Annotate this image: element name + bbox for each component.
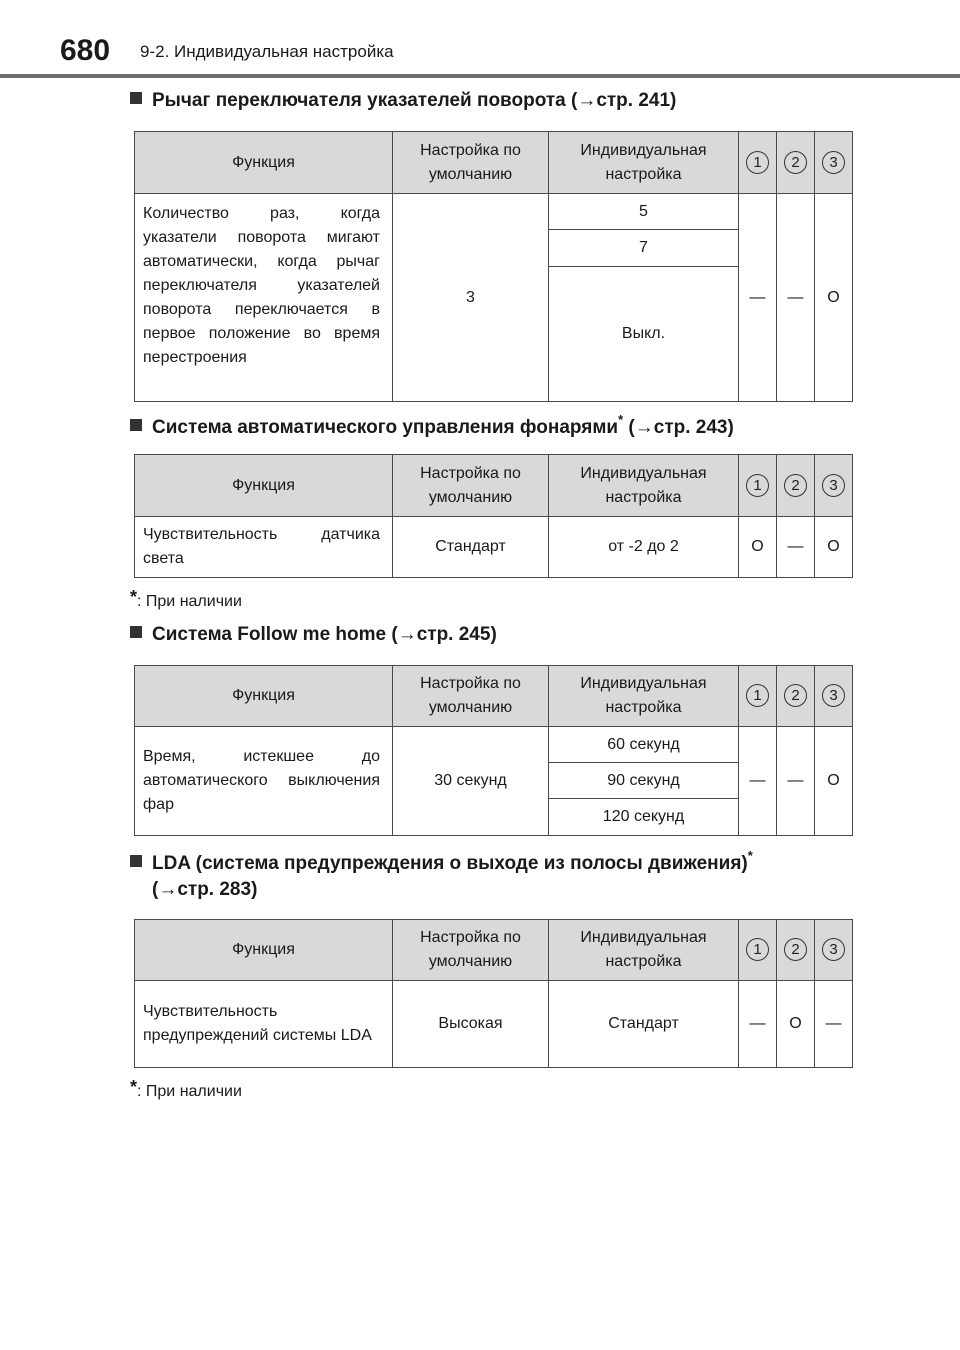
- circled-3-icon: 3: [822, 474, 845, 497]
- mark-3-cell: O: [815, 194, 853, 402]
- option-cell: 120 секунд: [549, 799, 739, 836]
- col-2: [777, 132, 815, 194]
- table-row: [135, 517, 853, 578]
- col-default: Настройка по умолчанию: [393, 920, 549, 981]
- col-2: [777, 920, 815, 981]
- option-cell: 90 секунд: [549, 763, 739, 799]
- footnote: *: При наличии: [130, 587, 242, 610]
- mark-2-cell: —: [777, 727, 815, 836]
- table-row: [135, 981, 853, 1068]
- mark-1-cell: —: [739, 981, 777, 1068]
- square-bullet-icon: [130, 419, 142, 431]
- section-title-lda-ref: (→стр. 283): [152, 879, 258, 900]
- circled-1-icon: 1: [746, 474, 769, 497]
- mark-2-cell: O: [777, 981, 815, 1068]
- circled-2-icon: 2: [784, 474, 807, 497]
- function-cell: Чувствительность предупреждений системы LDA: [135, 981, 393, 1068]
- mark-2-cell: —: [777, 517, 815, 578]
- table-follow-me-home: [134, 665, 853, 836]
- mark-2-cell: —: [777, 194, 815, 402]
- default-cell: 30 секунд: [393, 727, 549, 836]
- table-row: [135, 727, 853, 763]
- table-auto-light: [134, 454, 853, 578]
- mark-1-cell: —: [739, 727, 777, 836]
- option-cell: 7: [549, 230, 739, 267]
- col-function: Функция: [135, 666, 393, 727]
- col-custom: Индивидуальная настройка: [549, 132, 739, 194]
- section-title-lda: LDA (система предупреждения о выходе из полосы движения)*: [130, 848, 753, 875]
- header-rule: [0, 74, 960, 78]
- col-default: Настройка по умолчанию: [393, 132, 549, 194]
- table-row: [135, 194, 853, 230]
- table-lda: [134, 919, 853, 1068]
- mark-3-cell: O: [815, 517, 853, 578]
- section-title-turn-signal: Рычаг переключателя указателей поворота (→стр. 241): [130, 90, 676, 112]
- chapter-title: 9-2. Индивидуальная настройка: [140, 42, 394, 61]
- circled-3-icon: 3: [822, 938, 845, 961]
- table-header-row: [135, 132, 853, 194]
- col-default: Настройка по умолчанию: [393, 455, 549, 517]
- default-cell: Стандарт: [393, 517, 549, 578]
- col-custom: Индивидуальная настройка: [549, 666, 739, 727]
- mark-1-cell: —: [739, 194, 777, 402]
- mark-3-cell: O: [815, 727, 853, 836]
- circled-1-icon: 1: [746, 151, 769, 174]
- col-custom: Индивидуальная настройка: [549, 920, 739, 981]
- default-cell: Высокая: [393, 981, 549, 1068]
- table-turn-signal: [134, 131, 853, 402]
- col-default: Настройка по умолчанию: [393, 666, 549, 727]
- option-cell: от -2 до 2: [549, 517, 739, 578]
- circled-2-icon: 2: [784, 684, 807, 707]
- square-bullet-icon: [130, 626, 142, 638]
- section-title-follow-me-home: Система Follow me home (→стр. 245): [130, 624, 497, 646]
- page-header: [0, 0, 960, 78]
- circled-1-icon: 1: [746, 938, 769, 961]
- square-bullet-icon: [130, 855, 142, 867]
- circled-1-icon: 1: [746, 684, 769, 707]
- col-function: Функция: [135, 132, 393, 194]
- table-header-row: [135, 666, 853, 727]
- col-1: [739, 455, 777, 517]
- page-number: 680: [60, 34, 111, 67]
- col-1: [739, 920, 777, 981]
- option-cell: Выкл.: [549, 267, 739, 402]
- col-1: [739, 132, 777, 194]
- circled-3-icon: 3: [822, 151, 845, 174]
- option-cell: 5: [549, 194, 739, 230]
- col-custom: Индивидуальная настройка: [549, 455, 739, 517]
- function-cell: Количество раз, когда указатели поворота мигают автоматически, когда рычаг переключателя указателей поворота переключается в первое положение во время перестроения: [135, 194, 393, 402]
- col-3: [815, 666, 853, 727]
- default-cell: 3: [393, 194, 549, 402]
- footnote: *: При наличии: [130, 1077, 242, 1100]
- circled-2-icon: 2: [784, 938, 807, 961]
- col-3: [815, 455, 853, 517]
- col-2: [777, 455, 815, 517]
- circled-2-icon: 2: [784, 151, 807, 174]
- square-bullet-icon: [130, 92, 142, 104]
- function-cell: Чувствительность датчика света: [135, 517, 393, 578]
- col-3: [815, 920, 853, 981]
- function-cell: Время, истекшее до автоматического выключения фар: [135, 727, 393, 836]
- mark-3-cell: —: [815, 981, 853, 1068]
- section-title-auto-light: Система автоматического управления фонарями* (→стр. 243): [130, 412, 734, 439]
- circled-3-icon: 3: [822, 684, 845, 707]
- col-function: Функция: [135, 455, 393, 517]
- mark-1-cell: O: [739, 517, 777, 578]
- option-cell: 60 секунд: [549, 727, 739, 763]
- table-header-row: [135, 455, 853, 517]
- option-cell: Стандарт: [549, 981, 739, 1068]
- col-2: [777, 666, 815, 727]
- col-3: [815, 132, 853, 194]
- col-1: [739, 666, 777, 727]
- table-header-row: [135, 920, 853, 981]
- col-function: Функция: [135, 920, 393, 981]
